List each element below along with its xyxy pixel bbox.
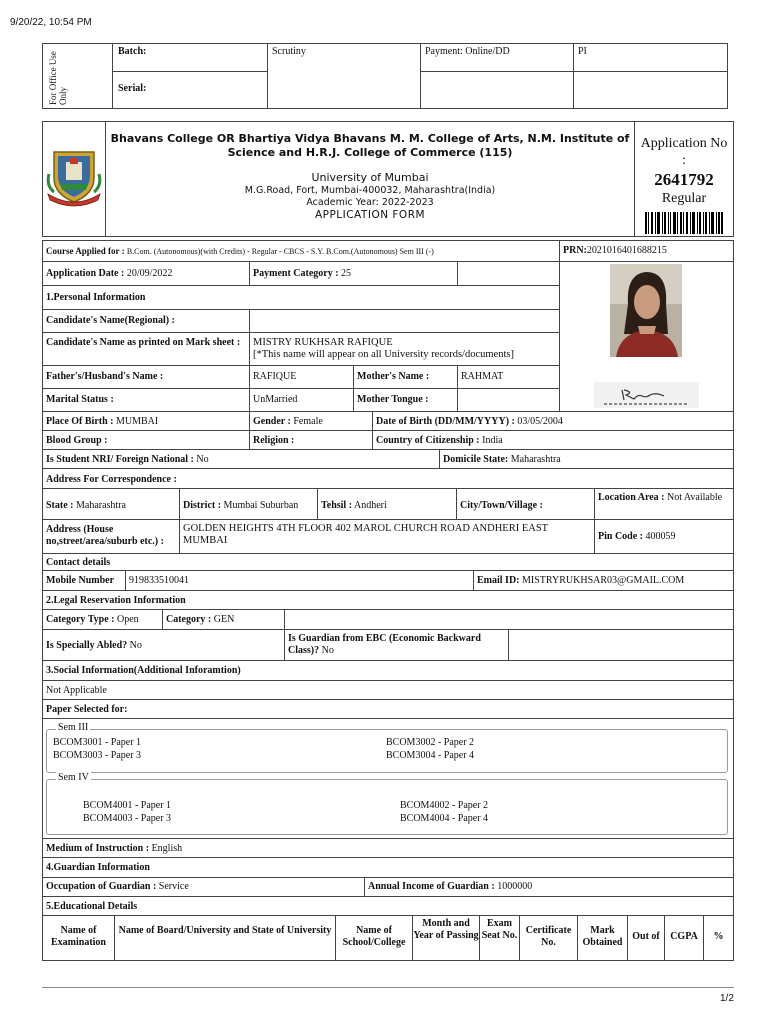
scrutiny-label: Scrutiny [272,46,306,57]
location-area: Location Area : Not Available [598,492,723,503]
social-value: Not Applicable [46,685,107,696]
payment-category: Payment Category : 25 [253,268,352,279]
print-timestamp: 9/20/22, 10:54 PM [10,17,92,28]
academic-year: Academic Year: 2022-2023 [306,197,434,208]
domicile-state: Domicile State: Maharashtra [443,454,561,465]
paper-item: BCOM4001 - Paper 1 [83,800,172,811]
paper-item: BCOM4003 - Paper 3 [83,813,172,824]
application-no-colon: : [682,153,686,168]
date-of-birth: Date of Birth (DD/MM/YYYY) : 03/05/2004 [376,416,563,427]
paper-item: BCOM4002 - Paper 2 [400,800,489,811]
application-number: 2641792 [654,170,714,189]
edu-col-percent: % [713,931,724,942]
citizenship: Country of Citizenship : India [376,435,503,446]
guardian-income: Annual Income of Guardian : 1000000 [368,881,533,892]
tongue-label: Mother Tongue : [357,394,429,405]
father-label: Father's/Husband's Name : [46,371,164,382]
prn: PRN:2021016401688215 [563,245,667,256]
house-address-value: GOLDEN HEIGHTS 4TH FLOOR 402 MAROL CHURCH ROAD ANDHERI EAST MUMBAI [183,523,548,546]
sem3-legend: Sem III [58,722,89,733]
tongue-value [458,392,464,396]
mobile-value: 919833510041 [129,575,189,586]
house-address-label: Address (House no,street/area/suburb etc.) : [46,524,164,547]
section-education: 5.Educational Details [46,901,138,912]
mobile-label: Mobile Number [46,575,115,586]
section-guardian: 4.Guardian Information [46,862,150,873]
application-no-label: Application No [640,136,728,151]
gender: Gender : Female [253,416,323,427]
category-type: Category Type : Open [46,614,139,625]
religion: Religion : [253,435,295,446]
sem4-legend: Sem IV [58,772,89,783]
section-contact: Contact details [46,557,111,568]
mother-value: RAHMAT [461,371,504,382]
application-type: Regular [661,191,707,206]
mother-label: Mother's Name : [357,371,430,382]
college-name: Bhavans College OR Bhartiya Vidya Bhavans M. M. College of Arts, N.M. Institute of Science and H.R.J. College of Commerce (115) [110,132,630,159]
edu-col-marks: Mark Obtained [582,925,623,948]
edu-col-passing: Month and Year of Passing [413,918,479,941]
paper-item: BCOM3004 - Paper 4 [386,750,475,761]
paper-item: BCOM4004 - Paper 4 [400,813,489,824]
edu-col-cgpa: CGPA [670,931,698,942]
guardian-occupation: Occupation of Guardian : Service [46,881,189,892]
paper-item: BCOM3001 - Paper 1 [53,737,142,748]
name-regional-label: Candidate's Name(Regional) : [46,315,175,326]
tehsil: Tehsil : Andheri [321,500,387,511]
batch-label: Batch: [118,46,147,57]
city-label: City/Town/Village : [460,500,543,511]
place-of-birth: Place Of Birth : MUMBAI [46,416,159,427]
serial-label: Serial: [118,83,147,94]
section-personal: 1.Personal Information [46,292,146,303]
father-value: RAFIQUE [253,371,297,382]
edu-col-seat: Exam Seat No. [481,918,518,941]
form-title: APPLICATION FORM [314,209,426,221]
edu-col-outof: Out of [632,931,660,942]
edu-col-board: Name of Board/University and State of University [118,925,332,936]
edu-col-school: Name of School/College [342,925,406,948]
payment-mode-label: Payment: Online/DD [425,46,510,57]
course-applied: Course Applied for : B.Com. (Autonomous)(with Credits) - Regular - CBCS - S.Y. B.Com.(Autonomous) Sem III (-) [46,246,434,256]
email: Email ID: MISTRYRUKHSAR03@GMAIL.COM [477,575,685,586]
application-date: Application Date : 20/09/2022 [46,268,173,279]
nri-status: Is Student NRI/ Foreign National : No [46,454,209,465]
pi-label: PI [578,46,587,57]
section-papers: Paper Selected for: [46,704,128,715]
name-marksheet-value: MISTRY RUKHSAR RAFIQUE [*This name will appear on all University records/documents] [253,337,514,360]
marital-value: UnMarried [253,394,298,405]
marital-label: Marital Status : [46,394,114,405]
office-use-label: For Office Use Only [48,51,68,105]
page-number: 1/2 [720,993,734,1004]
section-social: 3.Social Information(Additional Inforamtion) [46,665,241,676]
college-address: M.G.Road, Fort, Mumbai-400032, Maharashtra(India) [244,185,496,196]
candidate-photo [610,264,682,357]
category: Category : GEN [166,614,235,625]
state: State : Maharashtra [46,500,126,511]
medium-of-instruction: Medium of Instruction : English [46,843,183,854]
name-marksheet-label: Candidate's Name as printed on Mark sheet : [46,337,241,348]
specially-abled: Is Specially Abled? No [46,640,142,651]
paper-item: BCOM3002 - Paper 2 [386,737,475,748]
blood-group: Blood Group : [46,435,108,446]
section-address: Address For Correspondence : [46,474,177,485]
barcode-icon [645,212,723,234]
paper-item: BCOM3003 - Paper 3 [53,750,142,761]
district: District : Mumbai Suburban [183,500,299,511]
edu-col-certificate: Certificate No. [525,925,572,948]
guardian-ebc: Is Guardian from EBC (Economic Backward Class)? No [288,633,481,656]
university-name: University of Mumbai [311,171,429,184]
university-logo-icon [46,148,102,208]
edu-col-examination: Name of Examination [50,925,106,948]
candidate-signature [594,382,699,408]
pin-code: Pin Code : 400059 [598,531,676,542]
section-reservation: 2.Legal Reservation Information [46,595,186,606]
